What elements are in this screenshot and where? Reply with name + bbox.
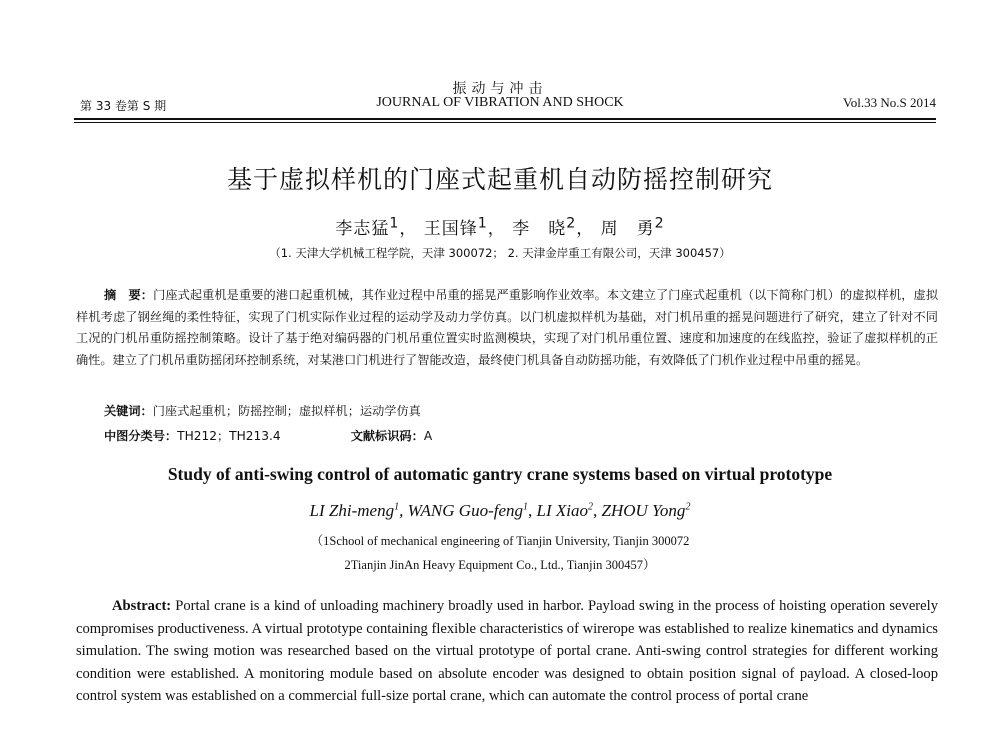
author-affiliation-mark: 2: [588, 501, 593, 513]
affiliation-en-line-1: （1School of mechanical engineering of Tianjin University, Tianjin 300072: [310, 534, 690, 548]
author-name: LI Xiao: [536, 501, 588, 520]
clc-label: 中图分类号：: [104, 429, 178, 443]
header-rule-thin: [74, 122, 936, 123]
journal-name-cn: 振动与冲击: [452, 81, 548, 97]
keywords-cn: [104, 402, 421, 419]
author-name: ZHOU Yong: [601, 501, 686, 520]
author-affiliation-mark: 1: [523, 501, 529, 513]
paper-title-cn: 基于虚拟样机的门座式起重机自动防摇控制研究: [226, 165, 773, 194]
affiliation-en-line-2: 2Tianjin JinAn Heavy Equipment Co., Ltd., Tianjin 300457）: [344, 558, 656, 572]
abstract-cn: [76, 285, 938, 371]
author-name: WANG Guo-feng: [407, 501, 524, 520]
abstract-text-cn: 门座式起重机是重要的港口起重机械，其作业过程中吊重的摇晃严重影响作业效率。本文建立了门座式起重机（以下简称门机）的虚拟样机，虚拟样机考虑了钢丝绳的柔性特征，实现了门机实际作业过程的运动学及动力学仿真。以门机虚拟样机为基础，对门机吊重的摇晃问题进行了研究，建立了针对不同工况的门机吊重防摇控制策略。设计了基于绝对编码器的门机吊重位置实时监测模块，实现了对门机吊重位置、速度和加速度的在线监控，验证了虚拟样机的正确性。建立了门机吊重防摇闭环控制系统，对某港口门机进行了智能改造，最终使门机具备自动防摇功能，有效降低了门机作业过程中吊重的摇晃。: [76, 288, 939, 367]
keywords-label-cn: 关键词：: [104, 404, 153, 418]
keywords-text-cn: 门座式起重机；防摇控制；虚拟样机；运动学仿真: [152, 404, 421, 418]
volume-issue-cn: 第 33 卷第 S 期: [80, 99, 167, 113]
authors-en: LI Zhi-meng$^1$, WANG Guo-feng$^1$, LI Xiao$^2$, ZHOU Yong$^2$: [309, 501, 691, 520]
author-affiliation-mark: 1: [477, 215, 488, 232]
author-affiliation-mark: 2: [685, 501, 691, 513]
paper-title-en: Study of anti-swing control of automatic gantry crane systems based on virtual prototype: [167, 464, 833, 484]
author-name: LI Zhi-meng: [309, 501, 395, 520]
abstract-text-en: Portal crane is a kind of unloading machinery broadly used in harbor. Payload swing in the process of hoisting operation severely compromises productiveness. A virtual prototype containing flexible characteristics of wirerope was established to realize kinematics and dynamics simulation. The swing motion was researched based on the virtual prototype of portal crane. Anti-swing control strategies for different working condition were established. A monitoring module based on absolute encoder was designed to obtain position signal of payload. A closed-loop control system was established on a commercial full-size portal crane, which can automate the control process of portal crane: [76, 598, 938, 705]
author-name: 李志猛: [335, 219, 390, 239]
header-rule-thick: [74, 118, 936, 120]
author-name: 周 勇: [600, 219, 655, 239]
author-affiliation-mark: 1: [394, 501, 400, 513]
journal-name-en: JOURNAL OF VIBRATION AND SHOCK: [376, 95, 624, 110]
abstract-label-en: Abstract:: [112, 598, 172, 614]
author-name: 王国锋: [423, 219, 478, 239]
author-affiliation-mark: 2: [566, 215, 577, 232]
volume-issue-en: Vol.33 No.S 2014: [843, 95, 936, 110]
author-affiliation-mark: 1: [389, 215, 400, 232]
abstract-label-cn: 摘 要：: [104, 288, 154, 302]
classification-cn: [104, 427, 432, 444]
authors-cn: 李志猛$^1$， 王国锋$^1$， 李 晓$^2$， 周 勇$^2$: [335, 215, 665, 239]
abstract-en: [76, 595, 938, 708]
clc-value: TH212；TH213.4: [177, 429, 281, 443]
author-affiliation-mark: 2: [654, 215, 665, 232]
author-name: 李 晓: [512, 219, 567, 239]
doc-code-value: A: [423, 429, 433, 443]
doc-code-label: 文献标识码：: [350, 429, 424, 443]
affiliations-cn: （1. 天津大学机械工程学院，天津 300072； 2. 天津金岸重工有限公司，天津 300457）: [269, 246, 731, 260]
